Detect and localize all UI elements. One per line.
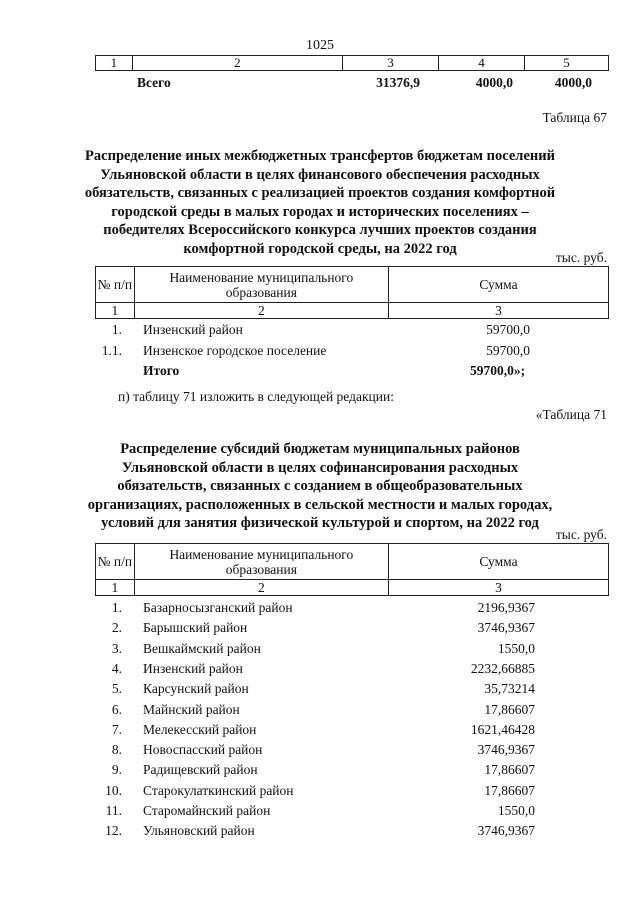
row-sum: 35,73214 xyxy=(484,681,535,697)
row-name: Мелекесский район xyxy=(143,721,257,737)
row-sum: 3746,9367 xyxy=(477,823,535,839)
row-sum: 1550,0 xyxy=(497,640,535,656)
row-sum: 17,86607 xyxy=(484,782,535,798)
table67-header xyxy=(95,266,609,319)
row-sum: 59700,0 xyxy=(486,343,530,358)
row-sum: 1550,0 xyxy=(497,803,535,818)
row-sum: 1621,46428 xyxy=(470,721,535,737)
row-sum: 2196,9367 xyxy=(477,600,535,615)
top-total-value-5: 4000,0 xyxy=(554,75,592,90)
table71-title: Распределение субсидий бюджетам муниципальных районов Ульяновской области в целях софинансирования расходных обязательств, связанных с созданием в общеобразовательных организациях, расположенных в сельской местности и малых городах, условий для занятия физической культурой и спортом, на 2022 год xyxy=(87,441,553,531)
table71-index-3: 3 xyxy=(388,580,608,596)
row-number: 11. xyxy=(105,803,122,818)
top-col-3: 3 xyxy=(343,56,439,71)
row-number: 1.1. xyxy=(101,343,122,358)
table71-index-1: 1 xyxy=(96,580,135,596)
row-number: 8. xyxy=(111,742,122,758)
table67-index-1: 1 xyxy=(96,303,135,319)
table67-col-num: № п/п xyxy=(96,267,135,303)
top-col-1: 1 xyxy=(96,56,133,71)
row-sum: 3746,9367 xyxy=(477,742,535,758)
table71-index-2: 2 xyxy=(134,580,388,596)
row-name: Радищевский район xyxy=(143,762,258,778)
row-name: Инзенский район xyxy=(143,660,243,676)
row-number: 5. xyxy=(111,681,122,697)
row-number: 9. xyxy=(111,762,122,778)
table67-col-sum: Сумма xyxy=(388,267,608,303)
row-sum: 59700,0 xyxy=(486,322,530,337)
table71-col-sum: Сумма xyxy=(388,544,608,580)
table71-units: тыс. руб. xyxy=(555,527,607,542)
row-name: Старомайнский район xyxy=(143,803,271,818)
row-sum: 3746,9367 xyxy=(477,620,535,636)
top-total-value-4: 4000,0 xyxy=(475,75,513,90)
top-total-label: Всего xyxy=(137,75,171,90)
table67-title: Распределение иных межбюджетных трансфертов бюджетам поселений Ульяновской области в целях финансового обеспечения расходных обязательств, связанных с реализацией проектов создания комфортной городской среды в малых городах и исторических поселениях – победителях Всероссийского конкурса лучших проектов создания комфортной городской среды, на 2022 год xyxy=(84,148,556,257)
top-col-2: 2 xyxy=(132,56,342,71)
row-name: Карсунский район xyxy=(143,681,249,697)
table67-total-label: Итого xyxy=(143,363,180,378)
row-number: 4. xyxy=(111,660,122,676)
page-number: 1025 xyxy=(306,38,334,53)
table71-header xyxy=(95,543,609,596)
top-table-header xyxy=(95,55,609,71)
table71-col-name: Наименование муниципального образования xyxy=(134,544,388,580)
row-name: Инзенский район xyxy=(143,322,243,337)
table67-units: тыс. руб. xyxy=(555,250,607,265)
row-name: Базарносызганский район xyxy=(143,600,293,615)
row-sum: 17,86607 xyxy=(484,762,535,778)
row-sum: 17,86607 xyxy=(484,701,535,717)
table71-col-num: № п/п xyxy=(96,544,135,580)
row-number: 6. xyxy=(111,701,122,717)
table67-caption: Таблица 67 xyxy=(542,110,607,125)
row-name: Инзенское городское поселение xyxy=(143,343,327,358)
row-number: 3. xyxy=(111,640,122,656)
row-number: 12. xyxy=(105,823,122,839)
row-number: 7. xyxy=(111,721,122,737)
table67-index-2: 2 xyxy=(134,303,388,319)
table71-caption: «Таблица 71 xyxy=(535,407,607,422)
row-number: 10. xyxy=(105,782,122,798)
instruction-text: п) таблицу 71 изложить в следующей редакции: xyxy=(118,389,394,404)
table67-total-value: 59700,0»; xyxy=(470,363,526,378)
row-number: 1. xyxy=(111,600,122,615)
row-name: Старокулаткинский район xyxy=(143,782,294,798)
table67-index-3: 3 xyxy=(388,303,608,319)
row-number: 2. xyxy=(111,620,122,636)
row-name: Майнский район xyxy=(143,701,240,717)
top-col-4: 4 xyxy=(438,56,524,71)
table67-col-name: Наименование муниципального образования xyxy=(134,267,388,303)
row-name: Барышский район xyxy=(143,620,248,636)
row-name: Вешкаймский район xyxy=(143,640,261,656)
top-col-5: 5 xyxy=(524,56,608,71)
row-number: 1. xyxy=(111,322,122,337)
top-total-value-3: 31376,9 xyxy=(376,75,420,90)
row-name: Ульяновский район xyxy=(143,823,255,839)
row-name: Новоспасский район xyxy=(143,742,263,758)
row-sum: 2232,66885 xyxy=(470,660,535,676)
